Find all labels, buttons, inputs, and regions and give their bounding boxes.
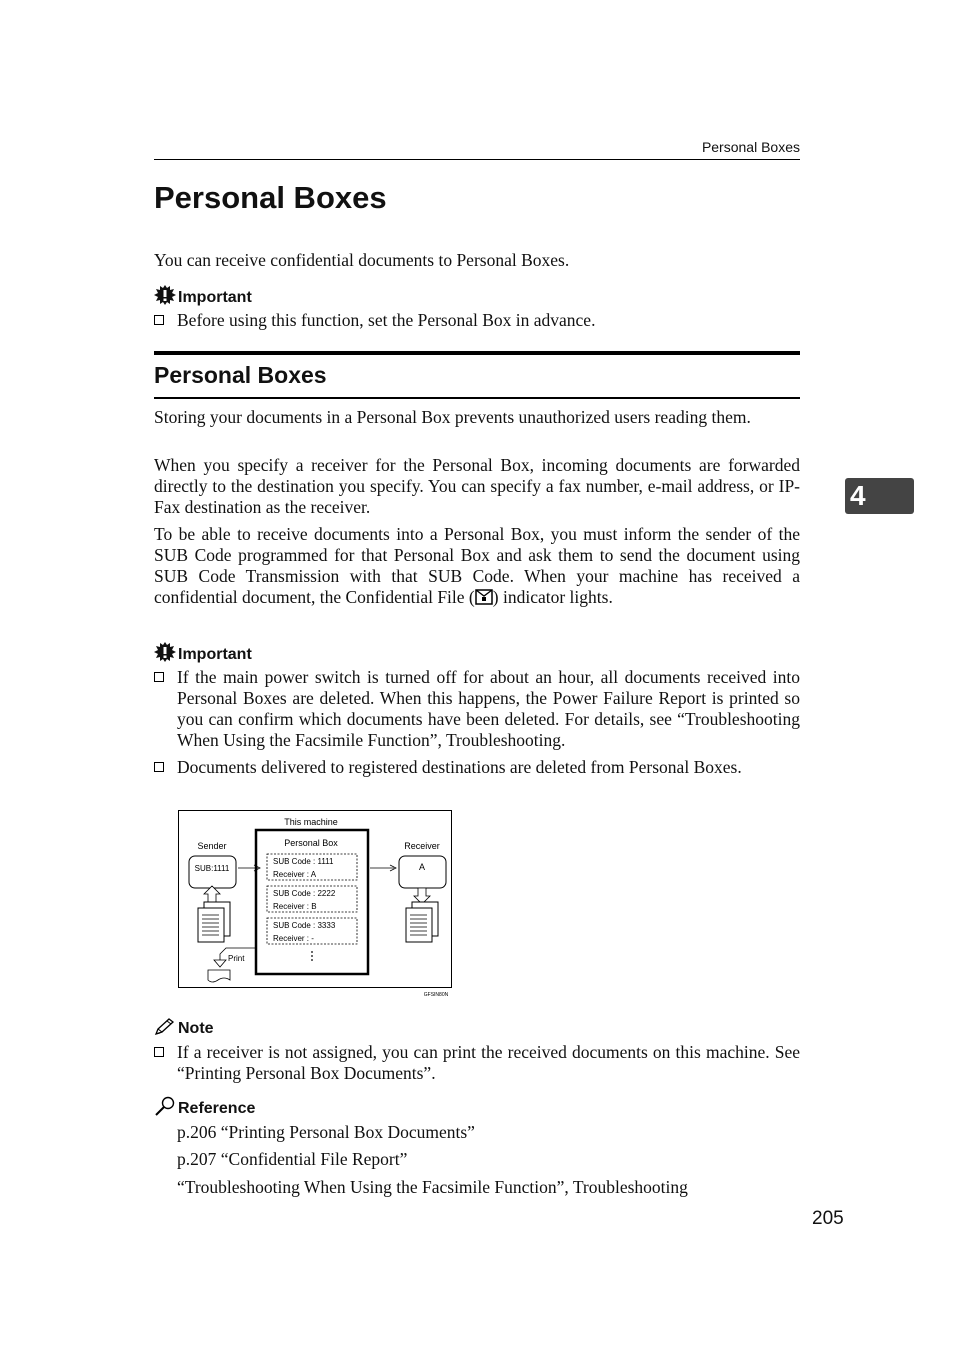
receiver-machine (399, 856, 446, 888)
document-stack-icon (406, 902, 438, 942)
receiver-label: Receiver (404, 841, 440, 851)
entry-receiver: Receiver : - (273, 934, 314, 943)
chapter-tab (845, 478, 914, 514)
reference-link[interactable]: p.207 “Confidential File Report” (177, 1149, 408, 1169)
section-heading: Personal Boxes (154, 362, 327, 388)
reference-link[interactable]: p.206 “Printing Personal Box Documents” (177, 1122, 475, 1142)
intro-text: You can receive confidential documents to Personal Boxes. (154, 250, 570, 270)
section-rule-top (154, 351, 800, 355)
receiver-name: A (418, 862, 426, 872)
section-paragraph: Storing your documents in a Personal Box prevents unauthorized users reading them. (154, 407, 751, 427)
entry-code: SUB Code : 1111 (273, 857, 334, 866)
important-label (154, 285, 252, 310)
personal-box-label: Personal Box (284, 838, 338, 848)
confidential-file-icon (475, 589, 493, 610)
list-item-text: Before using this function, set the Personal Box in advance. (177, 310, 596, 330)
list-item (154, 757, 800, 778)
checkbox-bullet-icon (154, 762, 164, 772)
this-machine-label: This machine (284, 817, 338, 827)
list-item (154, 310, 800, 331)
checkbox-bullet-icon (154, 672, 164, 682)
figure-id: GFSIN80N (423, 992, 449, 998)
page-title: Personal Boxes (154, 180, 387, 215)
important-icon (154, 285, 176, 310)
list-item-text: If a receiver is not assigned, you can print the received documents on this machine. See “Printing Personal Box Documents”. (177, 1042, 800, 1083)
running-header (154, 139, 800, 160)
pencil-icon (154, 1018, 176, 1041)
list-item-text: If the main power switch is turned off for about an hour, all documents received into Personal Boxes are deleted. When this happens, the Power Failure Report is printed so you can confirm which documents have been deleted. For details, see “Troubleshooting When Using the Facsimile Function”, Troubleshooting. (177, 667, 800, 750)
document-stack-icon (198, 902, 230, 942)
important-label-text: Important (178, 646, 252, 663)
checkbox-bullet-icon (154, 315, 164, 325)
reference-label-text: Reference (178, 1100, 256, 1117)
page-number: 205 (812, 1208, 844, 1229)
reference-link[interactable]: “Troubleshooting When Using the Facsimile Function”, Troubleshooting (177, 1177, 688, 1197)
print-label: Print (228, 954, 245, 963)
ellipsis-dot (311, 959, 313, 961)
ellipsis-dot (311, 951, 313, 953)
running-title: Personal Boxes (701, 139, 800, 155)
list-item (154, 667, 800, 751)
note-label (154, 1018, 214, 1041)
important-label-text: Important (178, 289, 252, 306)
reference-label (154, 1096, 255, 1121)
entry-receiver: Receiver : B (273, 902, 317, 911)
list-item-text: Documents delivered to registered destinations are deleted from Personal Boxes. (177, 757, 742, 777)
note-label-text: Note (178, 1020, 214, 1037)
paragraph-text: To be able to receive documents into a Personal Box, you must inform the sender of the SUB Code programmed for that Personal Box and ask them to send the document using SUB Code Transmission with that SUB Code. When your machine has received a confidential document, the Confidential File ( (154, 524, 800, 607)
entry-code: SUB Code : 3333 (273, 921, 336, 930)
paragraph-text-end: ) indicator lights. (492, 587, 613, 607)
checkbox-bullet-icon (154, 1047, 164, 1057)
sender-label: Sender (197, 841, 227, 851)
section-rule-bottom (154, 397, 800, 399)
section-paragraph (154, 524, 800, 610)
personal-box-diagram (178, 810, 454, 998)
important-icon (154, 642, 176, 667)
list-item (154, 1042, 800, 1084)
sender-code: SUB:1111 (194, 864, 230, 873)
chapter-number: 4 (850, 480, 866, 511)
important-label (154, 642, 252, 667)
ellipsis-dot (311, 955, 313, 957)
magnifier-icon (154, 1096, 176, 1121)
entry-code: SUB Code : 2222 (273, 889, 336, 898)
entry-receiver: Receiver : A (273, 870, 317, 879)
section-paragraph: When you specify a receiver for the Personal Box, incoming documents are forwarded directly to the destination you specify. You can specify a fax number, e-mail address, or IP-Fax destination as the receiver. (154, 455, 800, 517)
